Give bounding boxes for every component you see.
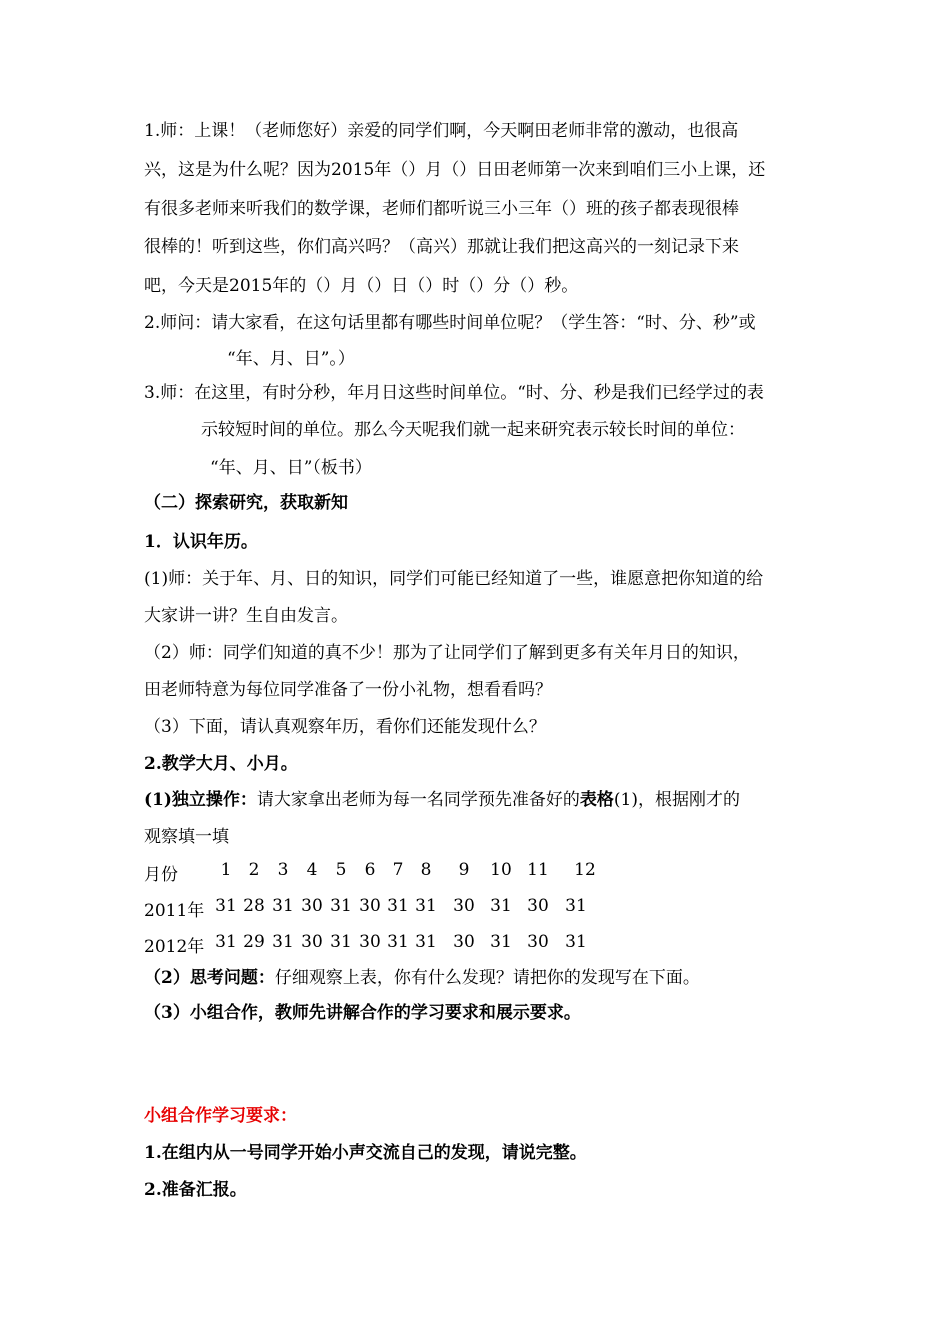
operation-text: 请大家拿出老师为每一名同学预先准备好的	[256, 790, 580, 810]
table-cell: 30	[527, 932, 549, 952]
table-cell: 31	[565, 932, 587, 952]
table-header-cell: 5	[335, 860, 347, 880]
table-cell: 31	[330, 896, 352, 916]
table-cell: 29	[243, 932, 265, 952]
intro-line-4: 很棒的！听到这些，你们高兴吗？（高兴）那就让我们把这高兴的一刻记录下来	[144, 237, 739, 257]
requirements-title: 小组合作学习要求：	[144, 1106, 297, 1126]
table-cell: 31	[215, 932, 237, 952]
think-label: （2）思考问题：	[144, 968, 275, 988]
operation-line-2: 观察填一填	[144, 827, 229, 847]
intro-line-1: 1.师：上课！（老师您好）亲爱的同学们啊，今天啊田老师非常的激动，也很高	[144, 121, 739, 141]
intro-line-8: 3.师：在这里，有时分秒，年月日这些时间单位。“时、分、秒是我们已经学过的表	[144, 383, 764, 403]
table-cell: 30	[301, 896, 323, 916]
table-header-cell: 12	[574, 860, 596, 880]
table-cell: 31	[215, 896, 237, 916]
think-line	[144, 966, 700, 990]
table-header-cell: 1	[220, 860, 232, 880]
table-cell: 30	[527, 896, 549, 916]
intro-line-9: 示较短时间的单位。那么今天呢我们就一起来研究表示较长时间的单位：	[201, 420, 745, 440]
subheading-months: 2.教学大月、小月。	[144, 754, 298, 774]
table-row-label: 2012年	[144, 937, 205, 957]
intro-line-6: 2.师问：请大家看，在这句话里都有哪些时间单位呢？（学生答：“时、分、秒”或	[144, 313, 756, 333]
table-cell: 31	[415, 896, 437, 916]
table-cell: 30	[359, 896, 381, 916]
table-header-label: 月份	[144, 865, 178, 885]
table-header-cell: 7	[392, 860, 404, 880]
table-cell: 30	[453, 896, 475, 916]
table-header-cell: 11	[527, 860, 549, 880]
paragraph-1a: (1)师：关于年、月、日的知识，同学们可能已经知道了一些，谁愿意把你知道的给	[144, 569, 764, 589]
intro-line-7: “年、月、日”。）	[227, 349, 355, 369]
paragraph-1b: 大家讲一讲？生自由发言。	[144, 606, 348, 626]
group-work-line: （3）小组合作，教师先讲解合作的学习要求和展示要求。	[144, 1003, 581, 1023]
subheading-calendar: 1．认识年历。	[144, 532, 258, 552]
table-header-cell: 8	[420, 860, 432, 880]
table-cell: 31	[330, 932, 352, 952]
table-cell: 31	[387, 932, 409, 952]
operation-line	[144, 788, 740, 812]
section-heading: （二）探索研究，获取新知	[144, 493, 348, 513]
paragraph-2a: （2）师：同学们知道的真不少！那为了让同学们了解到更多有关年月日的知识，	[144, 643, 750, 663]
table-cell: 28	[243, 896, 265, 916]
table-cell: 30	[453, 932, 475, 952]
intro-line-3: 有很多老师来听我们的数学课，老师们都听说三小三年（）班的孩子都表现很棒	[144, 199, 739, 219]
table-cell: 31	[565, 896, 587, 916]
operation-rest: (1)，根据刚才的	[613, 790, 741, 810]
think-text: 仔细观察上表，你有什么发现？请把你的发现写在下面。	[274, 968, 700, 988]
table-cell: 30	[301, 932, 323, 952]
table-header-cell: 4	[306, 860, 318, 880]
intro-line-2: 兴，这是为什么呢？因为2015年（）月（）日田老师第一次来到咱们三小上课，还	[144, 160, 766, 180]
requirement-2: 2.准备汇报。	[144, 1180, 247, 1200]
intro-line-5: 吧，今天是2015年的（）月（）日（）时（）分（）秒。	[144, 276, 579, 296]
table-cell: 31	[387, 896, 409, 916]
operation-label: (1)独立操作：	[144, 790, 257, 810]
intro-line-10: “年、月、日”（板书）	[210, 458, 372, 478]
table-cell: 31	[490, 932, 512, 952]
paragraph-3: （3）下面，请认真观察年历，看你们还能发现什么？	[144, 717, 546, 737]
table-header-cell: 6	[364, 860, 376, 880]
table-cell: 31	[272, 932, 294, 952]
table-cell: 31	[272, 896, 294, 916]
requirement-1: 1.在组内从一号同学开始小声交流自己的发现，请说完整。	[144, 1143, 587, 1163]
table-header-cell: 3	[277, 860, 289, 880]
paragraph-2b: 田老师特意为每位同学准备了一份小礼物，想看看吗？	[144, 680, 552, 700]
table-header-cell: 2	[248, 860, 260, 880]
table-header-cell: 10	[490, 860, 512, 880]
table-cell: 31	[490, 896, 512, 916]
table-row-label: 2011年	[144, 901, 205, 921]
table-header-cell: 9	[458, 860, 470, 880]
operation-bold: 表格	[579, 790, 614, 810]
table-cell: 31	[415, 932, 437, 952]
table-cell: 30	[359, 932, 381, 952]
